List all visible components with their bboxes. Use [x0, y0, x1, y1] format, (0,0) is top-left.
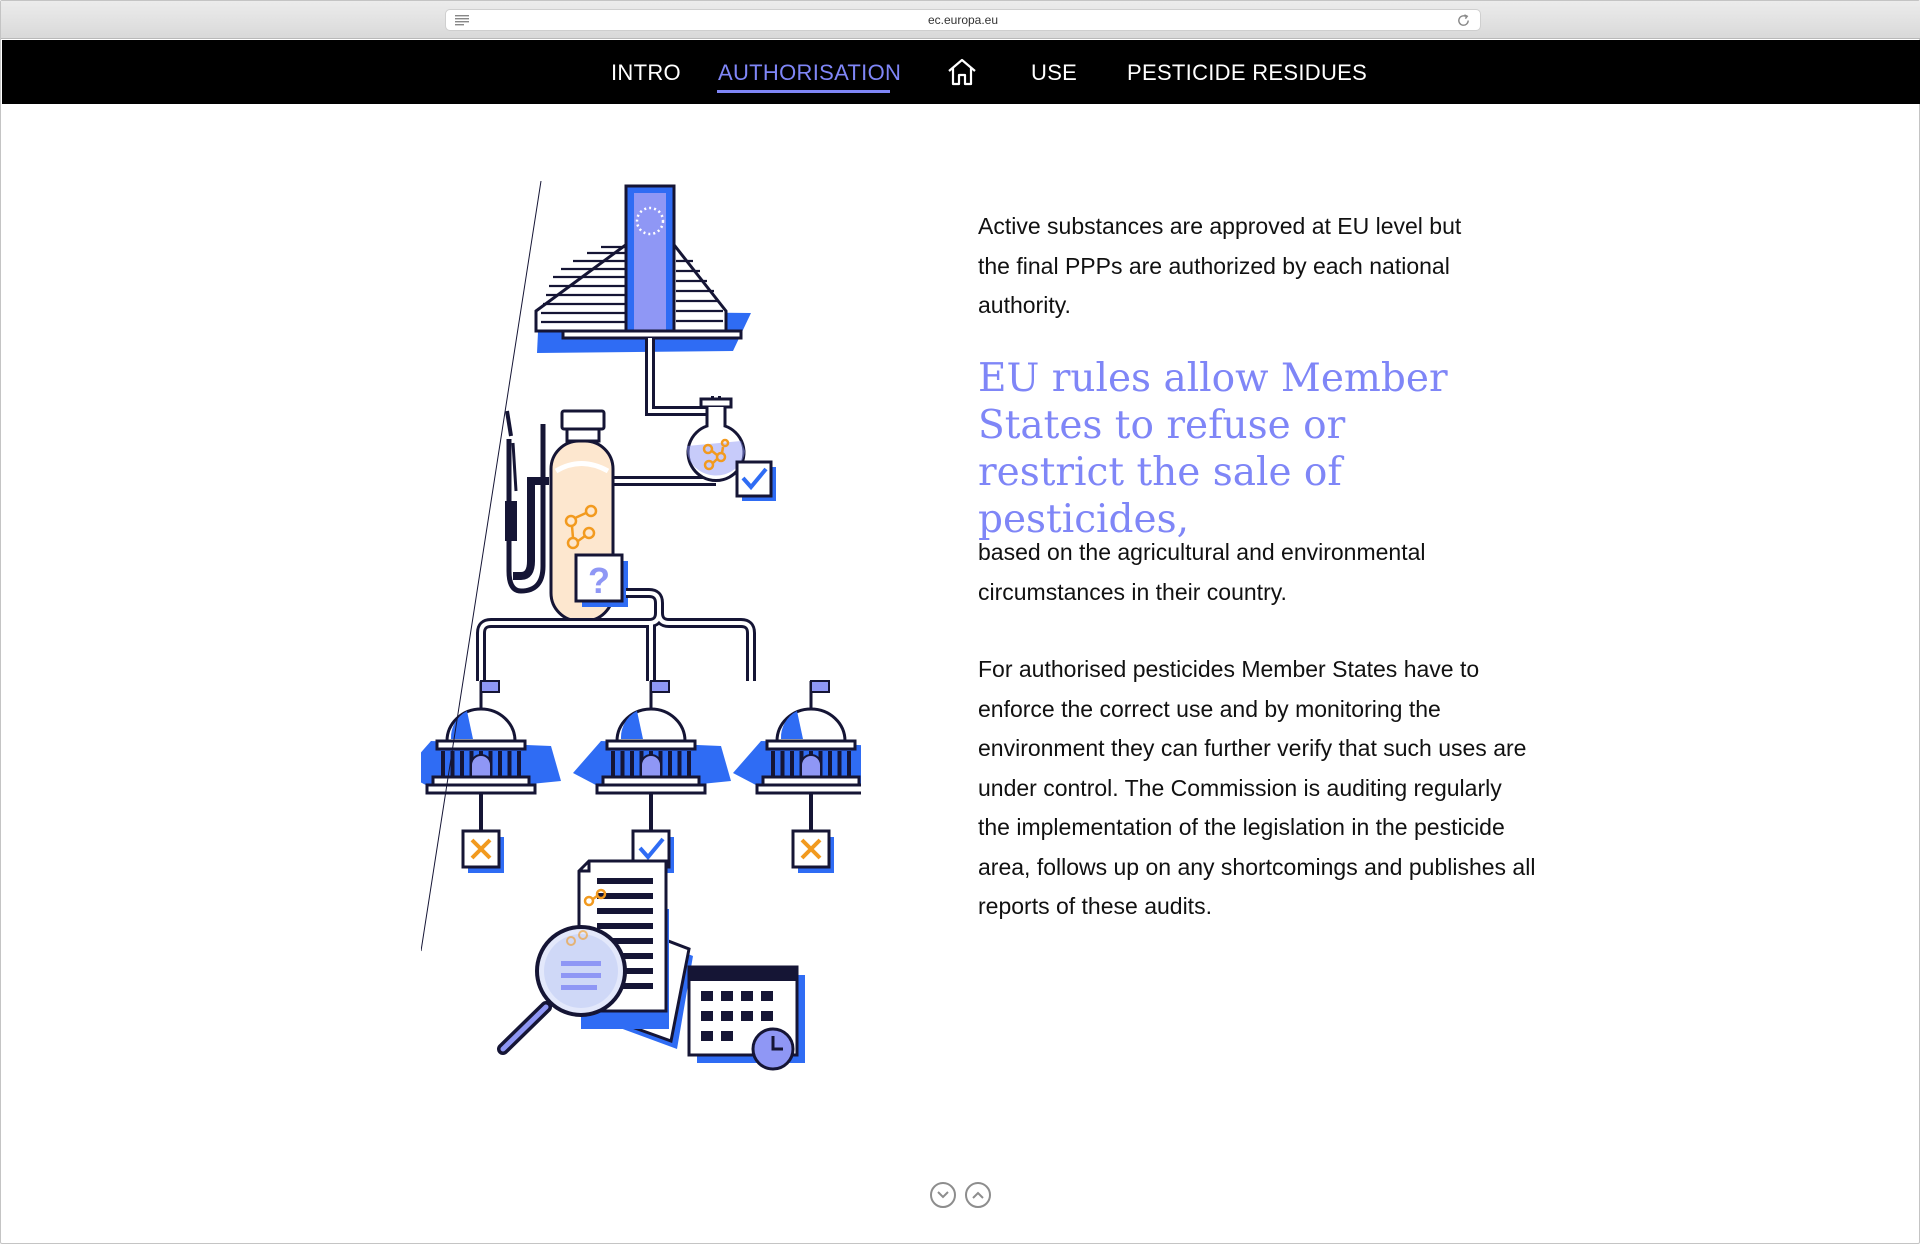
- scroll-up-button[interactable]: [965, 1182, 991, 1208]
- capitol-building-icon: [573, 681, 731, 831]
- browser-toolbar: [1, 1, 1920, 39]
- authorisation-illustration: [421, 181, 861, 1101]
- question-mark: ?: [588, 560, 610, 601]
- capitol-building-icon: [733, 681, 861, 831]
- active-tab-indicator: [717, 90, 890, 93]
- eu-building-icon: [536, 186, 751, 353]
- scroll-down-button[interactable]: [930, 1182, 956, 1208]
- address-bar[interactable]: [445, 9, 1481, 31]
- url-text[interactable]: ec.europa.eu: [927, 13, 999, 27]
- details-paragraph: For authorised pesticides Member States have to enforce the correct use and by monitoring the environment they can further verify that such uses are under control. The Commission is auditing regularly the implementation of the legislation in the pesticide area, follows up on any shortcomings and publishes all reports of these audits.: [978, 656, 1536, 919]
- headline: EU rules allow Member States to refuse or restrict the sale of pesticides,: [978, 356, 1448, 542]
- chevron-up-icon: [972, 1190, 984, 1200]
- rejected-x-icon: [793, 831, 834, 873]
- capitol-building-icon: [421, 681, 561, 831]
- reload-icon[interactable]: [1456, 13, 1471, 28]
- question-box-icon: [576, 555, 628, 607]
- nav-item-intro[interactable]: INTRO: [611, 60, 681, 85]
- approved-check-icon: [737, 462, 776, 501]
- home-icon[interactable]: [945, 55, 979, 89]
- nav-item-authorisation[interactable]: AUTHORISATION: [718, 60, 902, 85]
- site-nav: [2, 40, 1920, 104]
- nav-item-use[interactable]: USE: [1031, 60, 1078, 85]
- calendar-icon: [689, 967, 805, 1069]
- followup-paragraph: based on the agricultural and environmental circumstances in their country.: [978, 539, 1426, 605]
- rejected-x-icon: [463, 831, 504, 873]
- chevron-down-icon: [937, 1190, 949, 1200]
- intro-paragraph: Active substances are approved at EU level but the final PPPs are authorized by each national authority.: [978, 213, 1462, 318]
- nav-item-pesticide-residues[interactable]: PESTICIDE RESIDUES: [1127, 60, 1368, 85]
